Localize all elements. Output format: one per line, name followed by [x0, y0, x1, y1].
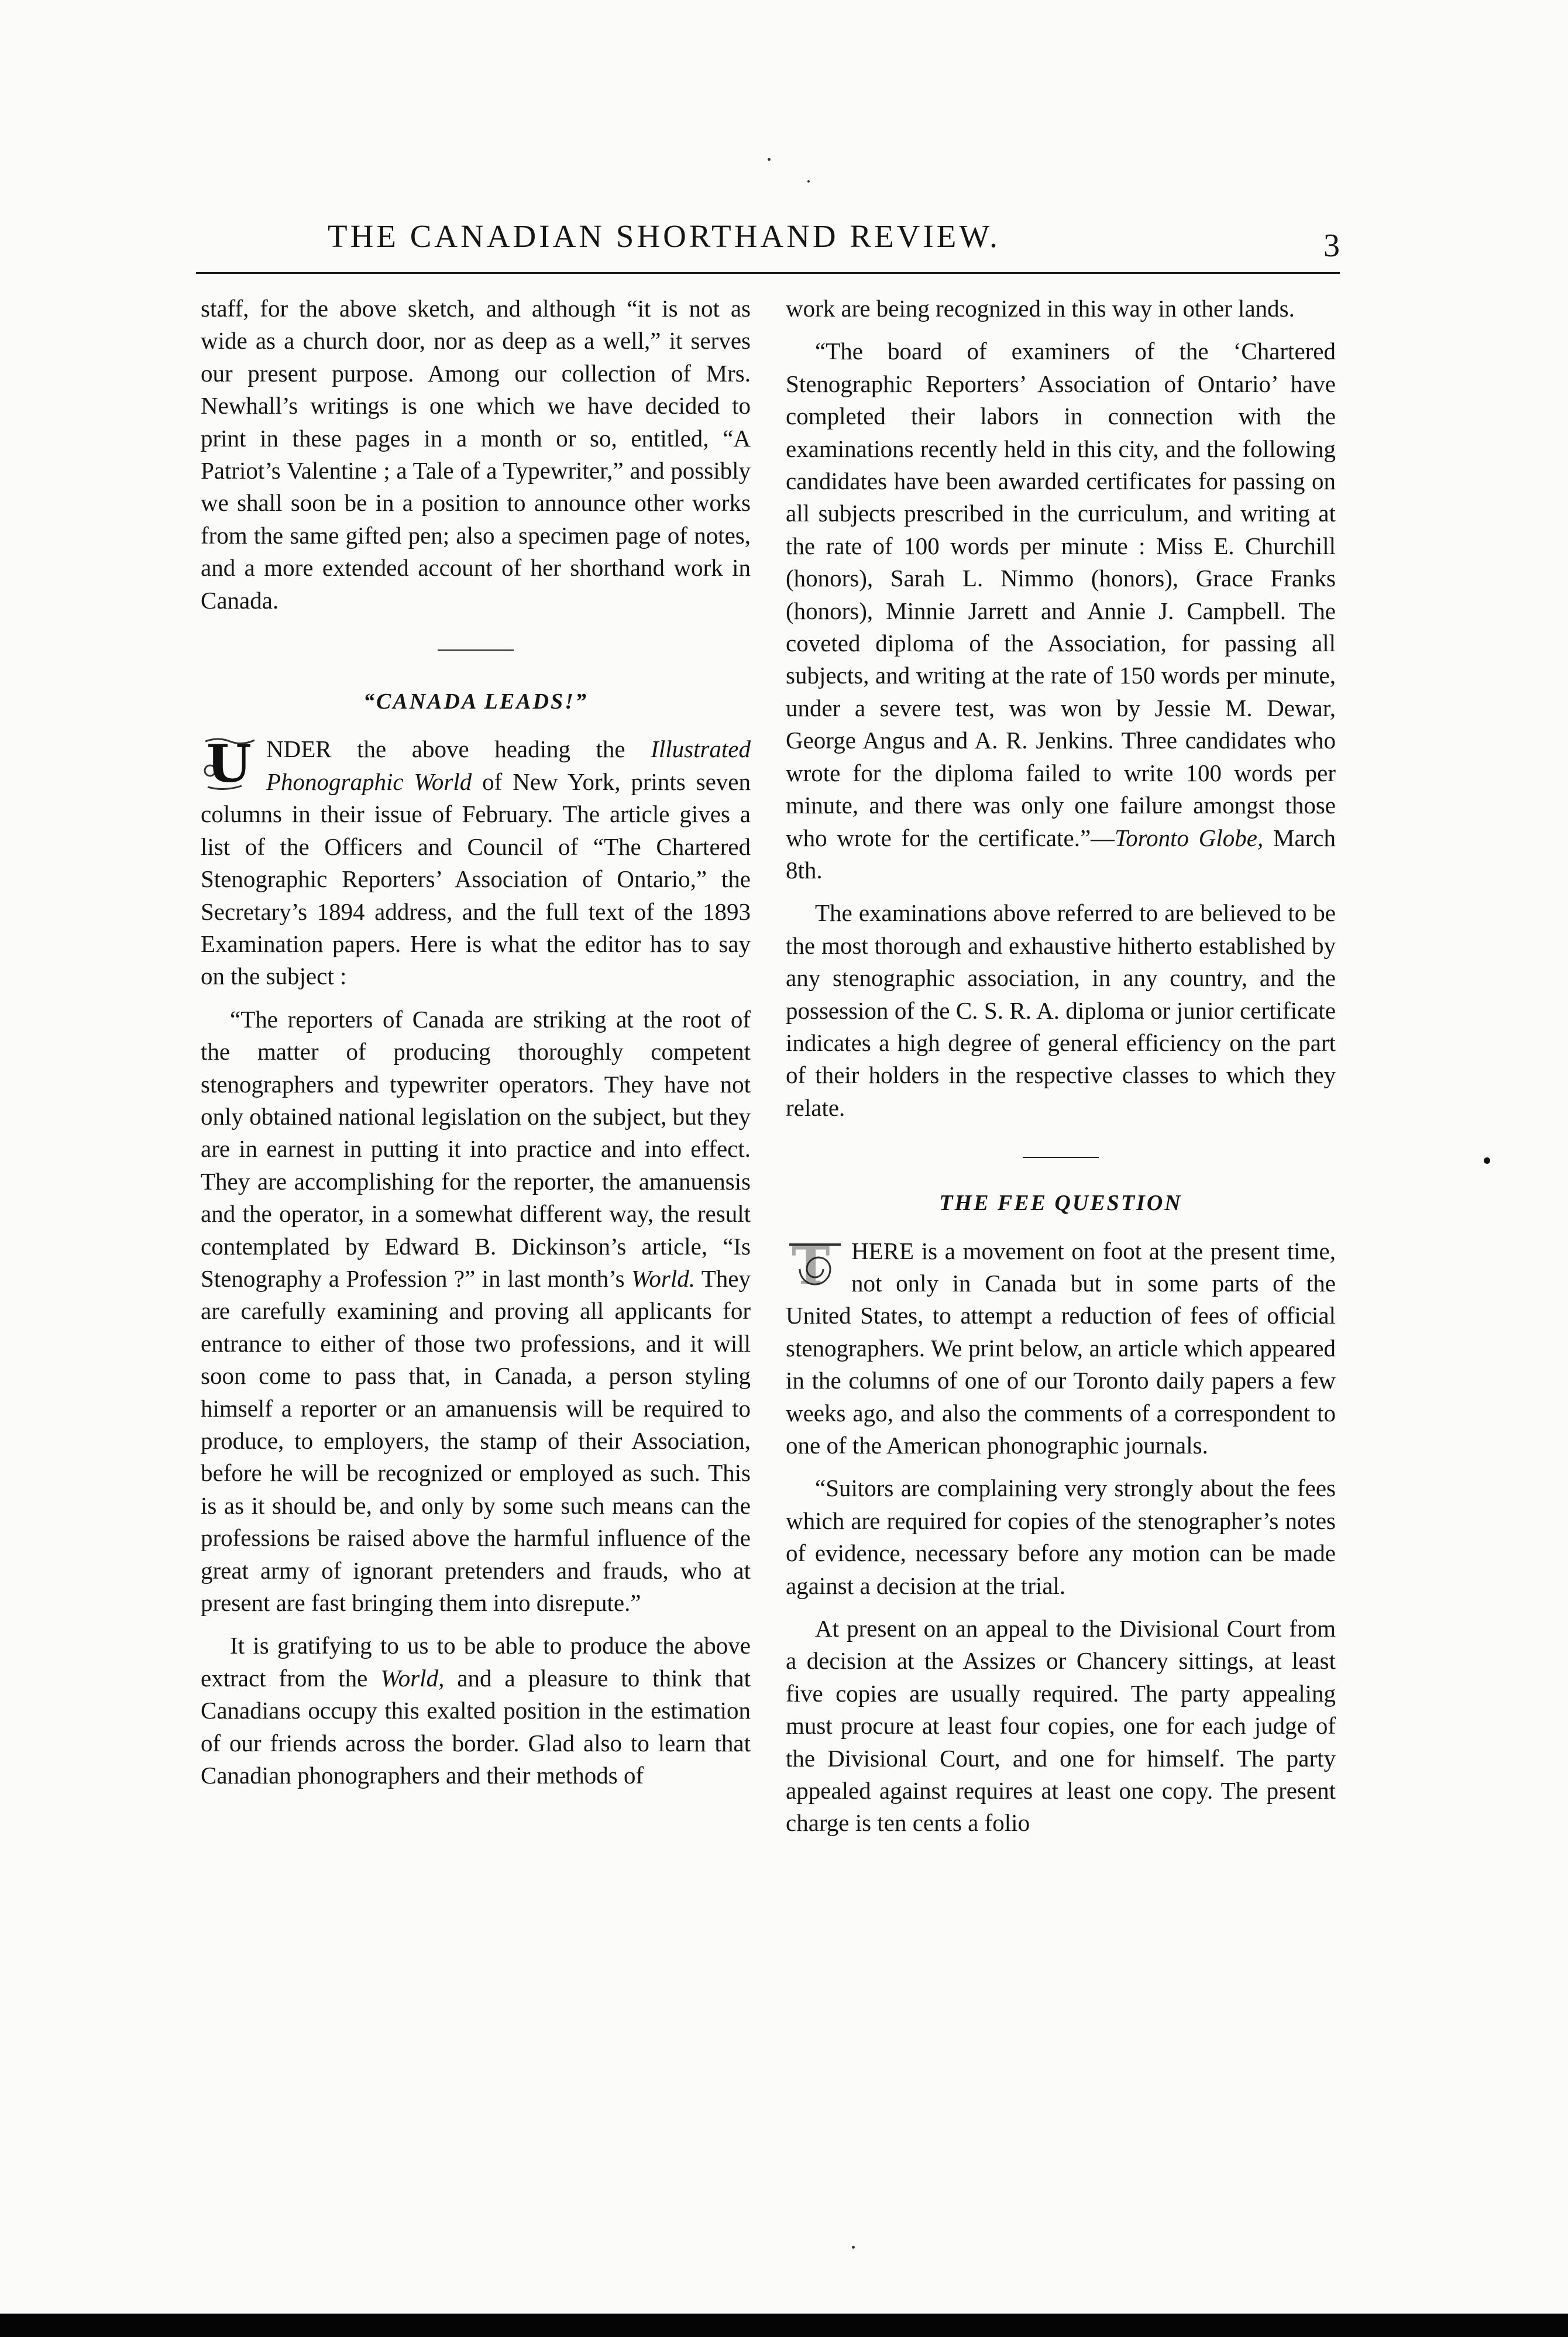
quoted-globe-article — [786, 335, 1336, 886]
paragraph-examinations: The examinations above referred to are believed to be the most thorough and exhaustive hitherto established by any stenographic association, in any country, and the possession of the C. S. R. A. diploma or junior certificate indicates a high degree of general efficiency on the part of their holders in the respective classes to which they relate. — [786, 899, 1336, 1121]
paragraph-gratifying — [201, 1630, 751, 1792]
paragraph-divisional-court: At present on an appeal to the Divisional Court from a decision at the Assizes or Chancery sittings, at least five copies are usually required. The party appealing must procure at least four copies, one for each judge of the Divisional Court, and one for himself. The party appealed against requires at least one copy. The present charge is ten cents a folio — [786, 1615, 1336, 1837]
text-segment: They are carefully examining and proving all applicants for entrance to either of those two professions, and it will soon come to pass that, in Canada, a person styling himself a reporter or an amanuensis will be required to produce, to employers, the stamp of their Association, before he will be recognized or employed as such. This is as it should be, and only by some such means can the professions be raised above the harmful influence of the great army of ignorant pretenders and frauds, who at present are fast bringing them into disrepute.” — [201, 1264, 751, 1617]
page-header — [196, 211, 1340, 274]
text-segment: It is gratifying to us to be able to produce the above extract from the — [201, 1632, 751, 1692]
section-divider — [1023, 1157, 1099, 1158]
text-segment: of New York, prints seven columns in their issue of February. The article gives a list of the Officers and Council of “The Chartered Stenographic Reporters’ Association of Ontario,” the Secretary’s 1894 address, and the full text of the 1893 Examination papers. Here is what the editor has to say on the subject : — [201, 768, 751, 990]
left-column — [201, 293, 751, 1792]
dropcap-letter: U — [207, 736, 252, 792]
speck — [1484, 1157, 1490, 1164]
scan-bottom-edge — [0, 2314, 1568, 2337]
section-title-fee-question: THE FEE QUESTION — [939, 1191, 1182, 1216]
quoted-editorial — [201, 1003, 751, 1620]
running-title: THE CANADIAN SHORTHAND REVIEW. — [328, 218, 1000, 254]
text-segment: HERE is a movement on foot at the present time, not only in Canada but in some parts of the United States, to attempt a reduction of fees of official stenographers. We print below, an article which appeared in the columns of one of our Toronto daily papers a few weeks ago, and also the comments of a correspondent to one of the American phonographic journals. — [786, 1237, 1336, 1459]
speck — [852, 2246, 855, 2249]
paragraph-staff-sketch: staff, for the above sketch, and although “it is not as wide as a church door, nor as deep as a well,” it serves our present purpose. Among our collection of Mrs. Newhall’s writings is one which we have decided to print in these pages in a month or so, entitled, “A Patriot’s Valentine ; a Tale of a Typewriter,” and possibly we shall soon be in a position to announce other works from the same gifted pen; also a specimen page of notes, and a more extended account of her shorthand work in Canada. — [201, 295, 751, 614]
text-segment: “The board of examiners of the ‘Chartered Stenographic Reporters’ Association of Ontario’ have completed their labors in connection with the examinations recently held in this city, and the following candidates have been awarded certificates for passing on all subjects prescribed in the curriculum, and writing at the rate of 100 words per minute : Miss E. Churchill (honors), Sarah L. Nimmo (honors), Grace Franks (honors), Minnie Jarrett and Annie J. Campbell. The coveted diploma of the Association, for passing all subjects, and writing at the rate of 150 words per minute, under a severe test, was won by Jessie M. Dewar, George Angus and A. R. Jenkins. Three candidates who wrote for the diploma failed to write 100 words per minute, and there was only one failure amongst those who wrote for the certificate.”— — [786, 338, 1336, 851]
right-column — [786, 293, 1336, 1840]
paragraph-canada-leads-intro — [201, 733, 751, 992]
italic-world: World, — [380, 1664, 445, 1692]
speck — [768, 158, 771, 161]
ornamental-initial-u-icon — [201, 736, 259, 792]
paragraph-recognized-lands: work are being recognized in this way in other lands. — [786, 295, 1295, 322]
italic-title-illustrated-phonographic-world: Illustrated Phonographic World — [266, 736, 751, 795]
italic-world: World. — [631, 1264, 696, 1292]
quoted-suitors: “Suitors are complaining very strongly about the fees which are required for copies of the stenographer’s notes of evidence, necessary before any motion can be made against a decision at the trial. — [786, 1475, 1336, 1599]
text-segment: and a pleasure to think that Canadians occupy this exalted position in the estimation of our friends across the border. Glad also to learn that Canadian phonographers and their methods of — [201, 1664, 751, 1789]
text-segment: March 8th. — [786, 824, 1336, 884]
paragraph-fee-movement — [786, 1235, 1336, 1462]
italic-toronto-globe: Toronto Globe, — [1115, 824, 1264, 851]
section-divider — [438, 649, 514, 651]
text-segment: NDER the above heading the — [266, 736, 651, 763]
speck — [807, 180, 810, 183]
text-segment: “The reporters of Canada are striking at the root of the matter of producing thoroughly competent stenographers and typewriter operators. They have not only obtained national legislation on the subject, but they are in earnest in putting it into practice and into effect. They are accomplishing for the reporter, the amanuensis and the operator, in a somewhat different way, the result contemplated by Edward B. Dickinson’s article, “Is Stenography a Profession ?” in last month’s — [201, 1005, 751, 1292]
dropcap-letter: T — [792, 1237, 830, 1294]
page-number: 3 — [1323, 228, 1340, 264]
ornamental-initial-t-icon — [786, 1238, 844, 1294]
section-title-canada-leads: “CANADA LEADS!” — [363, 689, 588, 714]
